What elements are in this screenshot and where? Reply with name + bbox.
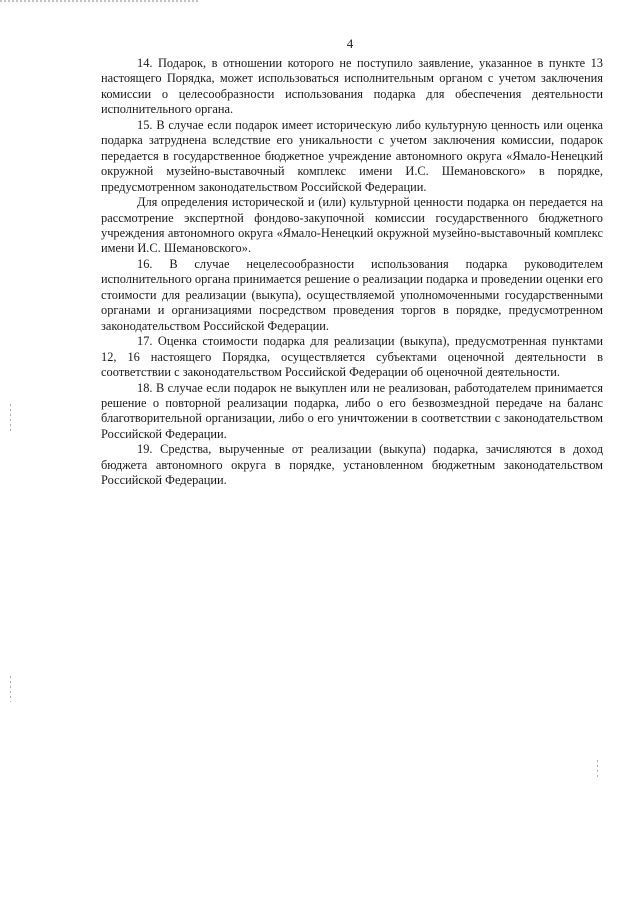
page-number: 4 bbox=[346, 36, 354, 51]
paragraph-18: 18. В случае если подарок не выкуплен или не реализован, работодателем принимается решение о повторной реализации подарка, либо о его безвозмездной передаче на баланс благотворительной организации, либо о его уничтожении в соответствии с законодательством Российской Федерации. bbox=[101, 380, 603, 441]
paragraph-14: 14. Подарок, в отношении которого не поступило заявление, указанное в пункте 13 настоящего Порядка, может использоваться исполнительным органом с учетом заключения комиссии о целесообразности использования подарка для обеспечения деятельности исполнительного органа. bbox=[101, 56, 603, 117]
scan-edge-mark bbox=[0, 0, 200, 2]
paragraph-17: 17. Оценка стоимости подарка для реализации (выкупа), предусмотренная пунктами 12, 16 настоящего Порядка, осуществляется субъектами оценочной деятельности в соответствии с законодательством Российской Федерации об оценочной деятельности. bbox=[101, 334, 603, 380]
scan-margin-mark-left-1 bbox=[10, 404, 11, 432]
paragraph-16: 16. В случае нецелесообразности использования подарка руководителем исполнительного органа принимается решение о реализации подарка и проведении оценки его стоимости для реализации (выкупа), осуществляемой уполномоченными государственными органами и организациями посредством проведения торгов в порядке, предусмотренном законодательством Российской Федерации. bbox=[101, 256, 603, 333]
scan-margin-mark-right bbox=[597, 760, 598, 780]
paragraph-15: 15. В случае если подарок имеет историческую либо культурную ценность или оценка подарка затруднена вследствие его уникальности с учетом заключения комиссии, подарок передается в государственное бюджетное учреждение автономного округа «Ямало-Ненецкий окружной музейно-выставочный комплекс имени И.С. Шемановского» в порядке, предусмотренном законодательством Российской Федерации. bbox=[101, 117, 603, 194]
paragraph-19: 19. Средства, вырученные от реализации (выкупа) подарка, зачисляются в доход бюджета автономного округа в порядке, установленном бюджетным законодательством Российской Федерации. bbox=[101, 442, 603, 488]
scan-margin-mark-left-2 bbox=[10, 676, 11, 702]
paragraph-15-continuation: Для определения исторической и (или) культурной ценности подарка он передается на рассмотрение экспертной фондово-закупочной комиссии государственного бюджетного учреждения автономного округа «Ямало-Ненецкий окружной музейно-выставочный комплекс имени И.С. Шемановского». bbox=[101, 195, 603, 256]
document-body bbox=[101, 56, 603, 489]
